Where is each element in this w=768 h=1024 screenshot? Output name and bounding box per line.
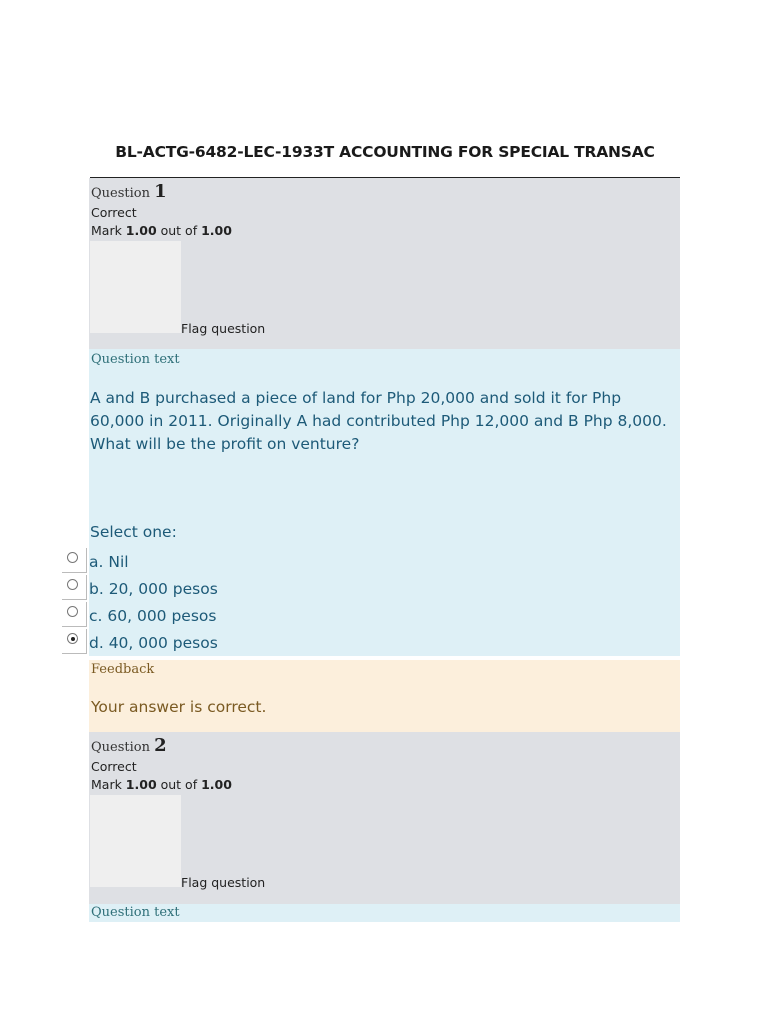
flag-question-link[interactable]: Flag question <box>181 321 266 336</box>
question-1-content <box>89 349 680 656</box>
flag-icon[interactable] <box>90 241 181 333</box>
select-one-prompt: Select one: <box>90 523 177 541</box>
answer-option-c[interactable] <box>62 607 682 634</box>
question-number: Question 1 <box>91 181 167 202</box>
answer-label: c. 60, 000 pesos <box>89 607 217 625</box>
page-title: BL-ACTG-6482-LEC-1933T ACCOUNTING FOR SPECIAL TRANSAC <box>115 143 655 161</box>
question-2-content <box>89 904 680 922</box>
flag-icon[interactable] <box>90 795 181 887</box>
answer-option-a[interactable] <box>62 553 682 580</box>
radio-button-c[interactable] <box>62 602 87 627</box>
answer-option-b[interactable] <box>62 580 682 607</box>
radio-button-a[interactable] <box>62 548 87 573</box>
answer-option-d[interactable] <box>62 634 682 661</box>
answer-label: d. 40, 000 pesos <box>89 634 218 652</box>
question-text: A and B purchased a piece of land for Php 20,000 and sold it for Php 60,000 in 2011. Originally A had contributed Php 12,000 and B Php 8,000. What will be the profit on venture? <box>90 389 667 453</box>
feedback-panel <box>89 660 680 732</box>
radio-button-d[interactable] <box>62 629 87 654</box>
question-text-label: Question text <box>91 905 180 920</box>
answer-label: a. Nil <box>89 553 129 571</box>
answer-label: b. 20, 000 pesos <box>89 580 218 598</box>
feedback-label: Feedback <box>91 662 155 677</box>
question-state: Correct <box>91 205 137 220</box>
question-2-info <box>89 732 680 904</box>
question-state: Correct <box>91 759 137 774</box>
question-grade: Mark 1.00 out of 1.00 <box>91 777 232 792</box>
radio-button-b[interactable] <box>62 575 87 600</box>
question-1-info <box>89 178 680 349</box>
question-text-label: Question text <box>91 352 180 367</box>
question-grade: Mark 1.00 out of 1.00 <box>91 223 232 238</box>
feedback-text: Your answer is correct. <box>91 698 267 716</box>
flag-question-link[interactable]: Flag question <box>181 875 266 890</box>
question-number: Question 2 <box>91 735 167 756</box>
